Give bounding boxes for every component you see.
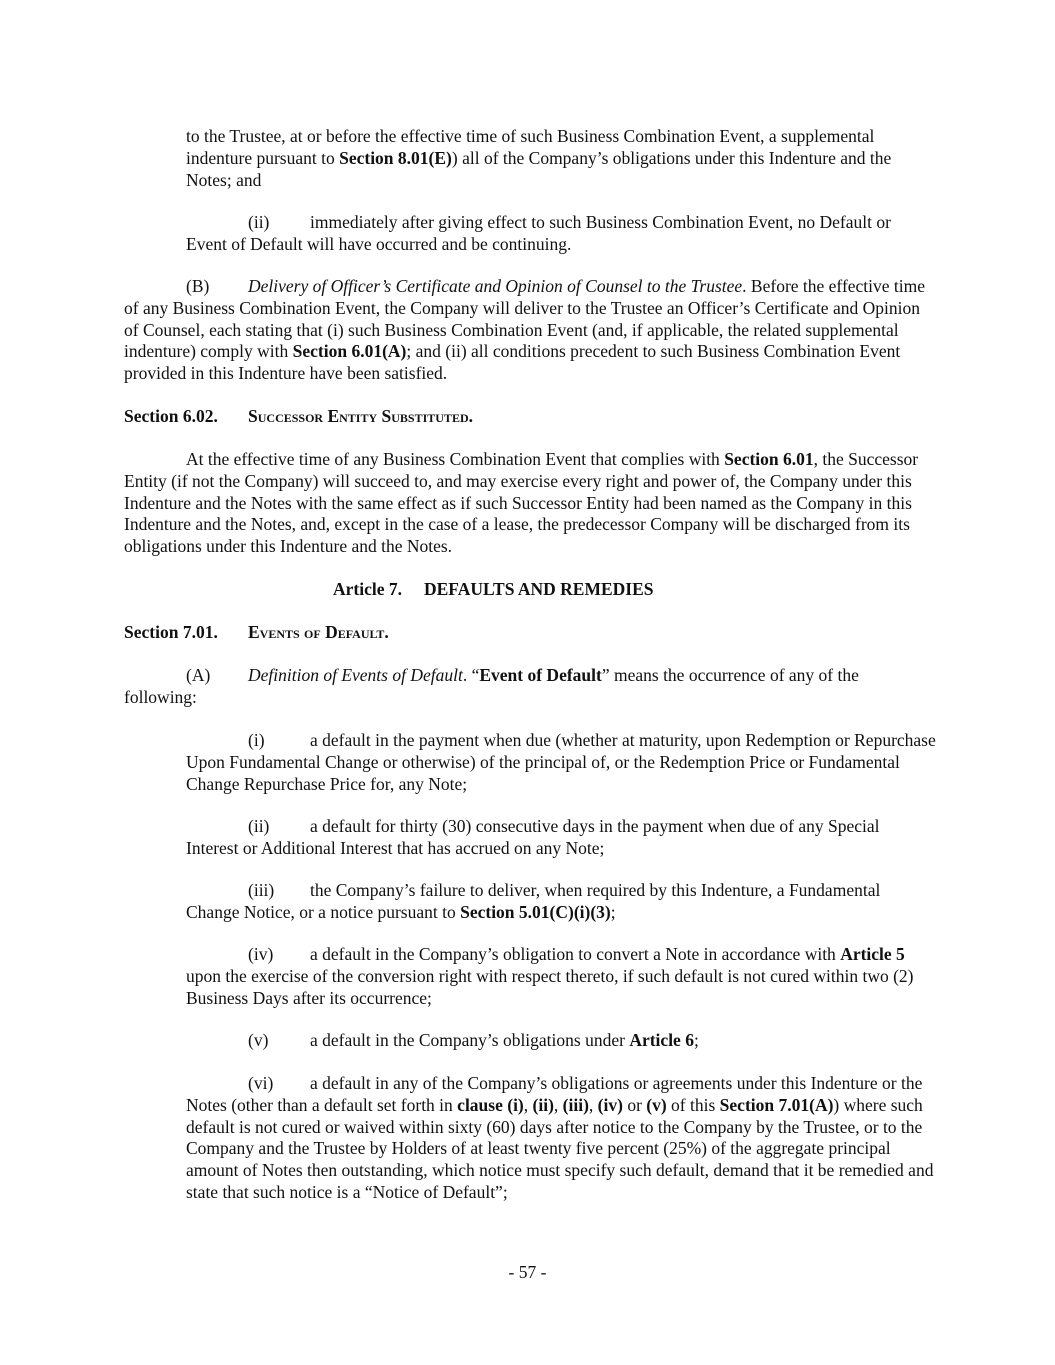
cross-reference: Section 8.01(E): [339, 147, 452, 168]
cross-reference: (iii): [562, 1094, 589, 1115]
clause-label: (A): [186, 665, 211, 685]
clause-label: (v): [248, 1030, 269, 1050]
clause-iii-notice-failure: (iii) the Company’s failure to deliver, when required by this Indenture, a Fundamental Change Notice, or a notice pursuant to Section 5.01(C)(i)(3);: [186, 880, 881, 922]
clause-label: (ii): [248, 816, 270, 836]
cross-reference: Article 6: [629, 1030, 694, 1050]
article-title: DEFAULTS AND REMEDIES: [424, 579, 654, 599]
clause-ii-interest-default: (ii) a default for thirty (30) consecutive days in the payment when due of any Special Interest or Additional Interest that has accrued on any Note;: [186, 816, 880, 858]
clause-label: (ii): [248, 212, 270, 232]
defined-term: Event of Default: [479, 665, 602, 685]
cross-reference: Section 6.01(A): [292, 341, 407, 362]
section-title: Successor Entity Substituted.: [248, 406, 473, 426]
paragraph-heading: Definition of Events of Default: [248, 665, 463, 685]
paragraph-a-definition: (A) Definition of Events of Default. “Event of Default” means the occurrence of any of the following:: [124, 665, 859, 707]
clause-i-payment-default: (i) a default in the payment when due (whether at maturity, upon Redemption or Repurchase Upon Fundamental Change or otherwise) of the principal of, or the Redemption Price or Fundamental Change Repurchase Price for, any Note;: [186, 730, 936, 794]
clause-iv-conversion-default: (iv) a default in the Company’s obligation to convert a Note in accordance with Article 5 upon the exercise of the conversion right with respect thereto, if such default is not cured within two (2) Business Days after its occurrence;: [186, 944, 914, 1008]
article-number: Article 7.: [333, 579, 402, 599]
cross-reference: Article 5: [840, 944, 905, 964]
section-number: Section 7.01.: [124, 622, 218, 642]
clause-label: (iii): [248, 880, 275, 900]
cross-reference: Section 5.01(C)(i)(3): [460, 901, 611, 922]
article-heading-7: [333, 579, 933, 601]
section-title: Events of Default.: [248, 622, 389, 642]
clause-vi-other-obligations: (vi) a default in any of the Company’s obligations or agreements under this Indenture or the Notes (other than a default set forth in clause (i), (ii), (iii), (iv) or (v) of this Section 7.01(A)) where such default is not cured or waived within sixty (60) days after notice to the Company by the Trustee, or to the Company and the Trustee by Holders of at least twenty five percent (25%) of the aggregate principal amount of Notes then outstanding, which notice must specify such default, demand that it be remedied and state that such notice is a “Notice of Default”;: [186, 1073, 934, 1202]
clause-label: (vi): [248, 1073, 274, 1093]
cross-reference: Section 7.01(A): [719, 1094, 834, 1115]
section-heading-7-01: [124, 622, 936, 644]
clause-label: (iv): [248, 944, 274, 964]
paragraph-continuation: to the Trustee, at or before the effective time of such Business Combination Event, a supplemental indenture pursuant to Section 8.01(E)) all of the Company’s obligations under this Indenture and the Notes; and: [186, 126, 892, 190]
clause-ii-business-combination: (ii) immediately after giving effect to such Business Combination Event, no Default or Event of Default will have occurred and be continuing.: [186, 212, 891, 254]
cross-reference: Section 6.01: [724, 449, 814, 469]
section-heading-6-02: [124, 406, 936, 428]
cross-reference: (iv): [597, 1094, 623, 1115]
section-number: Section 6.02.: [124, 406, 218, 426]
page-number: - 57 -: [508, 1262, 547, 1282]
cross-reference: clause (i): [457, 1094, 524, 1115]
clause-v-article-6-default: (v) a default in the Company’s obligations under Article 6;: [248, 1030, 699, 1050]
paragraph-b-delivery: (B) Delivery of Officer’s Certificate and Opinion of Counsel to the Trustee. Before the effective time of any Business Combination Event, the Company will deliver to the Trustee an Officer’s Certificate and Opinion of Counsel, each stating that (i) such Business Combination Event (and, if applicable, the related supplemental indenture) comply with Section 6.01(A); and (ii) all conditions precedent to such Business Combination Event provided in this Indenture have been satisfied.: [124, 276, 926, 384]
cross-reference: (v): [646, 1094, 667, 1115]
paragraph-heading: Delivery of Officer’s Certificate and Opinion of Counsel to the Trustee: [248, 276, 743, 296]
clause-label: (i): [248, 730, 265, 750]
clause-label: (B): [186, 276, 210, 296]
paragraph-successor-entity: At the effective time of any Business Combination Event that complies with Section 6.01, the Successor Entity (if not the Company) will succeed to, and may exercise every right and power of, the Company under this Indenture and the Notes with the same effect as if such Successor Entity had been named as the Company in this Indenture and the Notes, and, except in the case of a lease, the predecessor Company will be discharged from its obligations under this Indenture and the Notes.: [124, 449, 919, 557]
cross-reference: (ii): [532, 1094, 554, 1115]
